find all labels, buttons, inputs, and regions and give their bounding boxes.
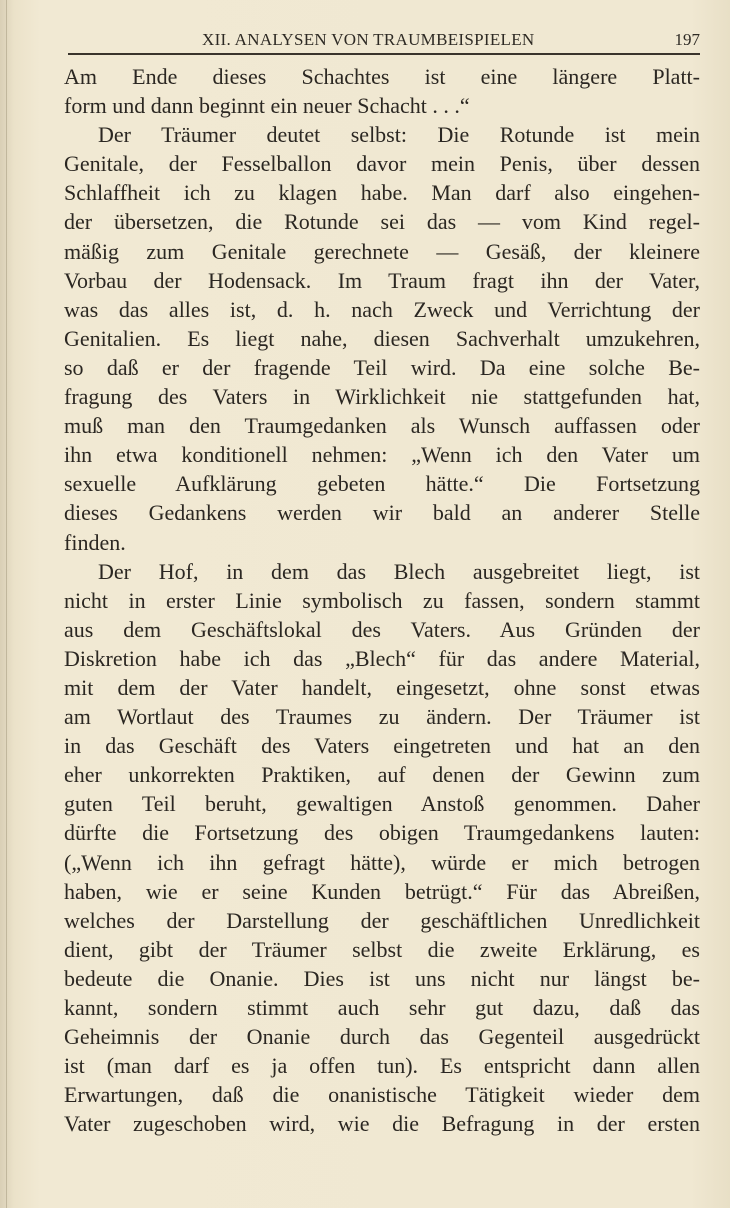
text-line: muß man den Traumgedanken als Wunsch auffassen oder	[64, 413, 700, 439]
page-number: 197	[674, 30, 700, 49]
text-line: Erwartungen, daß die onanistische Tätigkeit wieder dem	[64, 1082, 700, 1108]
text-line: was das alles ist, d. h. nach Zweck und Verrichtung der	[64, 296, 700, 322]
text-line: („Wenn ich ihn gefragt hätte), würde er mich betrogen	[64, 849, 700, 875]
text-line: ihn etwa konditionell nehmen: „Wenn ich den Vater um	[64, 442, 700, 468]
text-line: form und dann beginnt ein neuer Schacht . . .“	[64, 93, 470, 119]
text-line: ist (man darf es ja offen tun). Es entspricht dann allen	[64, 1053, 700, 1079]
text-line: dient, gibt der Träumer selbst die zweite Erklärung, es	[64, 936, 700, 962]
text-line: dieses Gedankens werden wir bald an anderer Stelle	[64, 500, 700, 526]
text-line: Vater zugeschoben wird, wie die Befragung in der ersten	[64, 1111, 700, 1137]
binding-edge	[6, 0, 7, 1208]
text-line: Der Hof, in dem das Blech ausgebreitet liegt, ist	[98, 558, 700, 584]
text-line: welches der Darstellung der geschäftlichen Unredlichkeit	[64, 907, 700, 933]
text-line: aus dem Geschäftslokal des Vaters. Aus Gründen der	[64, 616, 700, 642]
text-line: sexuelle Aufklärung gebeten hätte.“ Die Fortsetzung	[64, 471, 700, 497]
text-line: am Wortlaut des Traumes zu ändern. Der Träumer ist	[64, 704, 700, 730]
text-line: haben, wie er seine Kunden betrügt.“ Für das Abreißen,	[64, 878, 700, 904]
text-line: Genitalien. Es liegt nahe, diesen Sachverhalt umzukehren,	[64, 325, 700, 351]
text-line: dürfte die Fortsetzung des obigen Traumgedankens lauten:	[64, 820, 700, 846]
text-line: Schlaffheit ich zu klagen habe. Man darf also eingehen-	[64, 180, 700, 206]
text-line: nicht in erster Linie symbolisch zu fassen, sondern stammt	[64, 587, 700, 613]
text-line: mit dem der Vater handelt, eingesetzt, ohne sonst etwas	[64, 674, 700, 700]
running-title: XII. ANALYSEN VON TRAUMBEISPIELEN	[202, 30, 535, 49]
text-line: Der Träumer deutet selbst: Die Rotunde ist mein	[98, 122, 700, 148]
text-line: guten Teil beruht, gewaltigen Anstoß genommen. Daher	[64, 791, 700, 817]
text-line: in das Geschäft des Vaters eingetreten und hat an den	[64, 733, 700, 759]
running-header	[66, 28, 702, 54]
body-text	[64, 62, 700, 1138]
text-line: Genitale, der Fesselballon davor mein Penis, über dessen	[64, 151, 700, 177]
text-line: fragung des Vaters in Wirklichkeit nie stattgefunden hat,	[64, 384, 700, 410]
header-rule	[68, 53, 700, 55]
text-line: mäßig zum Genitale gerechnete — Gesäß, der kleinere	[64, 238, 700, 264]
text-line: kannt, sondern stimmt auch sehr gut dazu, daß das	[64, 995, 700, 1020]
text-line: eher unkorrekten Praktiken, auf denen der Gewinn zum	[64, 762, 700, 788]
text-line: finden.	[64, 529, 126, 555]
text-line: Geheimnis der Onanie durch das Gegenteil ausgedrückt	[64, 1024, 700, 1050]
text-line: Vorbau der Hodensack. Im Traum fragt ihn der Vater,	[64, 267, 700, 293]
text-line: bedeute die Onanie. Dies ist uns nicht nur längst be-	[64, 965, 700, 991]
text-line: Diskretion habe ich das „Blech“ für das andere Material,	[64, 645, 700, 671]
text-line: der übersetzen, die Rotunde sei das — vom Kind regel-	[64, 209, 700, 235]
text-line: so daß er der fragende Teil wird. Da eine solche Be-	[64, 354, 700, 380]
text-line: Am Ende dieses Schachtes ist eine längere Platt-	[64, 64, 700, 89]
